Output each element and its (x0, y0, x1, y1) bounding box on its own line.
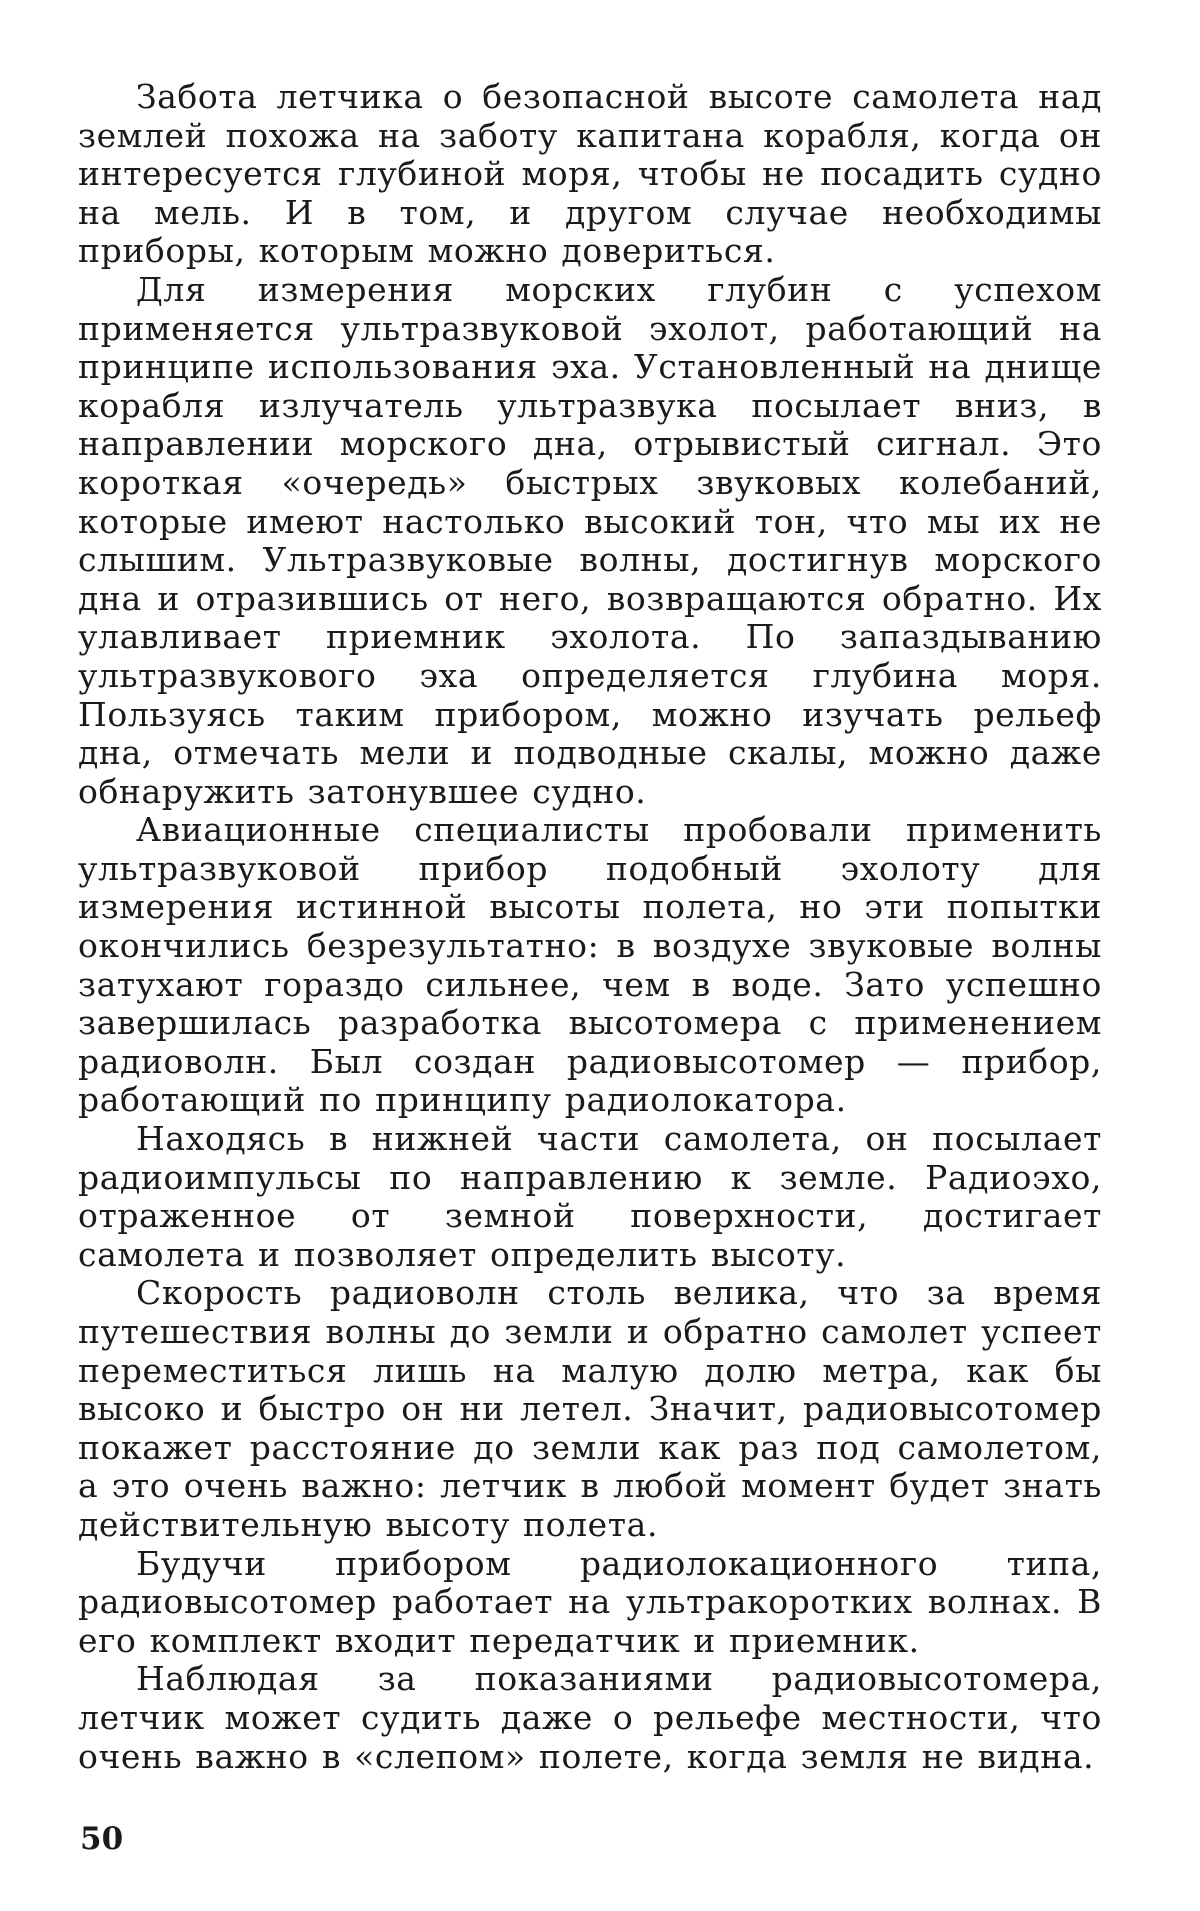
paragraph-blind-flight: Наблюдая за показаниями радиовысотомера, летчик может судить даже о рельефе местности, что очень важно в «слепом» полете, когда земля не видна. (78, 1659, 1102, 1776)
paragraph-echo-sounder: Для измерения морских глубин с успехом применяется ультразвуковой эхолот, работающий на принципе использования эха. Установленный на днище корабля излучатель ультразвука посылает вниз, в направлении морского дна, отрывистый сигнал. Это короткая «очередь» быстрых звуковых колебаний, которые имеют настолько высокий тон, что мы их не слышим. Ультразвуковые волны, достигнув морского дна и отразившись от него, возвращаются обратно. Их улавливает приемник эхолота. По запаздыванию ультразвукового эха определяется глубина моря. Пользуясь таким прибором, можно изучать рельеф дна, отмечать мели и подводные скалы, можно даже обнаружить затонувшее судно. (78, 269, 1102, 811)
paragraph-radio-wave-speed: Скорость радиоволн столь велика, что за время путешествия волны до земли и обратно самолет успеет переместиться лишь на малую долю метра, как бы высоко и быстро он ни летел. Значит, радиовысотомер покажет расстояние до земли как раз под самолетом, а это очень важно: летчик в любой момент будет знать действительную высоту полета. (78, 1273, 1102, 1544)
page-body (78, 78, 1102, 1776)
paragraph-radio-pulses: Находясь в нижней части самолета, он посылает радиоимпульсы по направлению к земле. Радиоэхо, отраженное от земной поверхности, достигает самолета и позволяет определить высоту. (78, 1119, 1102, 1274)
paragraph-radar-type: Будучи прибором радиолокационного типа, радиовысотомер работает на ультракоротких волнах. В его комплект входит передатчик и приемник. (78, 1543, 1102, 1660)
page-number: 50 (80, 1821, 124, 1857)
paragraph-pilot-safe-altitude: Забота летчика о безопасной высоте самолета над землей похожа на заботу капитана корабля, когда он интересуется глубиной моря, чтобы не посадить судно на мель. И в том, и другом случае необходимы приборы, которым можно довериться. (78, 77, 1102, 271)
paragraph-aviation-altimeter: Авиационные специалисты пробовали применить ультразвуковой прибор подобный эхолоту для измерения истинной высоты полета, но эти попытки окончились безрезультатно: в воздухе звуковые волны затухают гораздо сильнее, чем в воде. Зато успешно завершилась разработка высотомера с применением радиоволн. Был создан радиовысотомер — прибор, работающий по принципу радиолокатора. (78, 810, 1102, 1120)
